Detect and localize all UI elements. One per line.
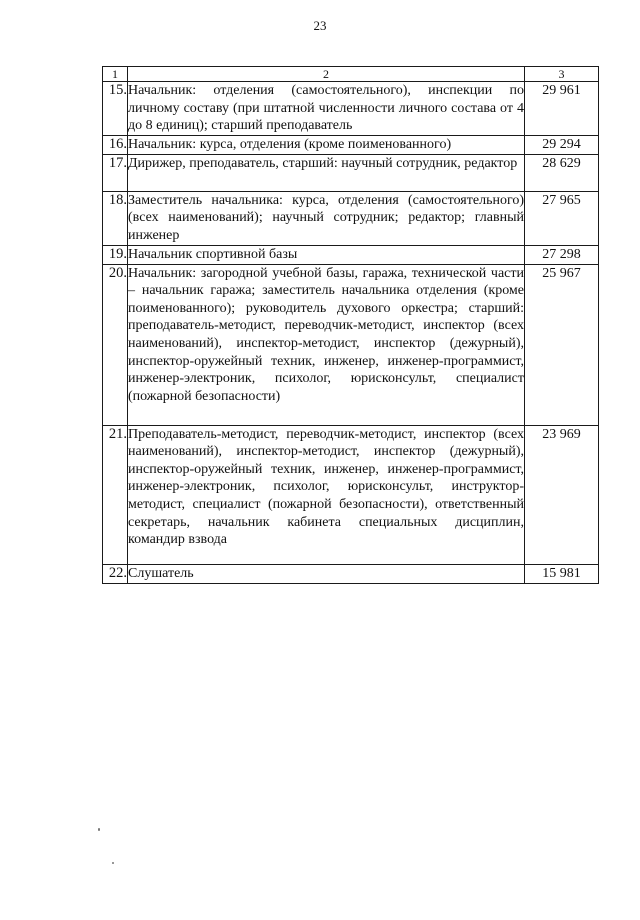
row-number: 19. bbox=[103, 245, 128, 264]
salary-table bbox=[102, 66, 599, 584]
scan-artifact bbox=[112, 862, 114, 864]
row-number: 16. bbox=[103, 135, 128, 154]
row-number: 20. bbox=[103, 264, 128, 425]
position-description: Дирижер, преподаватель, старший: научный сотрудник, редактор bbox=[128, 154, 525, 191]
table-row bbox=[103, 154, 599, 191]
position-description: Заместитель начальника: курса, отделения (самостоятельного) (всех наименований); научный сотрудник; редактор; главный инженер bbox=[128, 191, 525, 245]
column-header-position: 2 bbox=[128, 67, 525, 82]
table-row bbox=[103, 191, 599, 245]
salary-value: 27 965 bbox=[525, 191, 599, 245]
row-number: 22. bbox=[103, 564, 128, 583]
table-row bbox=[103, 264, 599, 425]
position-description: Начальник: курса, отделения (кроме поименованного) bbox=[128, 135, 525, 154]
salary-value: 29 961 bbox=[525, 82, 599, 136]
row-number: 21. bbox=[103, 425, 128, 564]
salary-value: 23 969 bbox=[525, 425, 599, 564]
position-description: Преподаватель-методист, переводчик-методист, инспектор (всех наименований), инспектор-методист, инспектор (дежурный), инспектор-оружейный техник, инженер, инженер-программист, инженер-электроник, психолог, юрисконсульт, инструктор-методист, специалист (пожарной безопасности), ответственный секретарь, начальник кабинета специальных дисциплин, командир взвода bbox=[128, 425, 525, 564]
table-row bbox=[103, 425, 599, 564]
salary-value: 27 298 bbox=[525, 245, 599, 264]
salary-value: 28 629 bbox=[525, 154, 599, 191]
salary-value: 25 967 bbox=[525, 264, 599, 425]
table-header-row bbox=[103, 67, 599, 82]
table-row bbox=[103, 564, 599, 583]
position-description: Начальник: отделения (самостоятельного), инспекции по личному составу (при штатной численности личного состава от 4 до 8 единиц); старший преподаватель bbox=[128, 82, 525, 136]
scan-artifact bbox=[98, 828, 100, 831]
salary-value: 15 981 bbox=[525, 564, 599, 583]
position-description: Начальник: загородной учебной базы, гаража, технической части – начальник гаража; заместитель начальника отделения (кроме поименованного); руководитель духового оркестра; старший: преподаватель-методист, переводчик-методист, инспектор (всех наименований), инспектор-методист, инспектор (дежурный), инспектор-оружейный техник, инженер, инженер-программист, инженер-электроник, психолог, юрисконсульт, специалист (пожарной безопасности) bbox=[128, 264, 525, 425]
column-header-salary: 3 bbox=[525, 67, 599, 82]
page-number: 23 bbox=[313, 18, 327, 33]
row-number: 18. bbox=[103, 191, 128, 245]
table-row bbox=[103, 245, 599, 264]
salary-value: 29 294 bbox=[525, 135, 599, 154]
position-description: Начальник спортивной базы bbox=[128, 245, 525, 264]
position-description: Слушатель bbox=[128, 564, 525, 583]
row-number: 17. bbox=[103, 154, 128, 191]
table-row bbox=[103, 135, 599, 154]
table-row bbox=[103, 82, 599, 136]
column-header-number: 1 bbox=[103, 67, 128, 82]
row-number: 15. bbox=[103, 82, 128, 136]
